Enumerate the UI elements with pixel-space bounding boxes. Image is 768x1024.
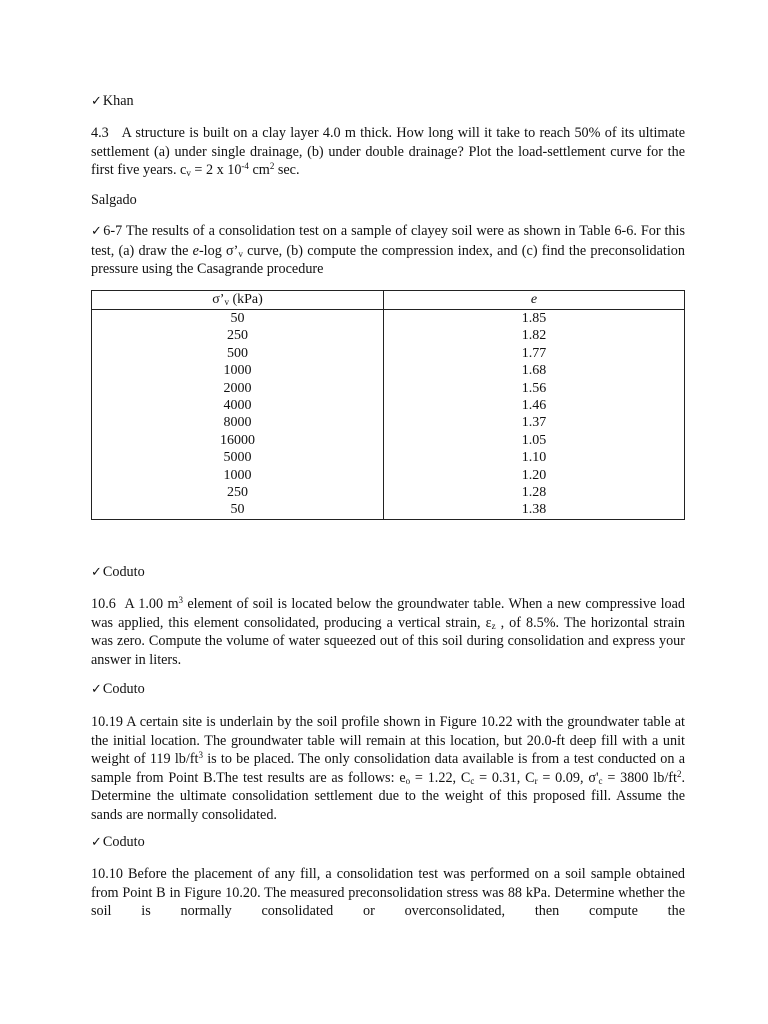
table-row — [92, 467, 685, 484]
column-header-stress: $\sigma’_v$ (kPa) — [92, 291, 384, 310]
table-cell-void-ratio: 1.05 — [384, 432, 685, 449]
table-cell-stress: 2000 — [92, 380, 384, 397]
table-row — [92, 310, 685, 328]
checkmark-icon: ✓ — [91, 565, 102, 580]
table-row — [92, 501, 685, 519]
checkmark-icon: ✓ — [91, 682, 102, 697]
problem-10-6: 10.6 A 1.00 $m^3$ element of soil is located below the groundwater table. When a new compressive load was applied, this element consolidated, producing a vertical strain, $\varepsilon_z$ , of 8.5%. The horizontal strain was zero. Compute the volume of water squeezed out of this soil during consolidation and express your answer in liters. — [91, 595, 686, 668]
source-header-salgado: Salgado — [91, 192, 137, 208]
table-header-row — [92, 291, 685, 310]
table-row — [92, 414, 685, 431]
source-header-coduto: ✓Coduto — [91, 564, 145, 580]
table-row — [92, 362, 685, 379]
table-cell-stress: 8000 — [92, 414, 384, 431]
table-cell-void-ratio: 1.77 — [384, 345, 685, 362]
table-cell-stress: 4000 — [92, 397, 384, 414]
table-cell-stress: 1000 — [92, 467, 384, 484]
table-cell-stress: 500 — [92, 345, 384, 362]
table-cell-void-ratio: 1.28 — [384, 484, 685, 501]
table-row — [92, 345, 685, 362]
table-row — [92, 380, 685, 397]
table-cell-stress: 50 — [92, 501, 384, 519]
table-cell-void-ratio: 1.38 — [384, 501, 685, 519]
table-cell-void-ratio: 1.56 — [384, 380, 685, 397]
table-cell-void-ratio: 1.82 — [384, 327, 685, 344]
table-cell-stress: 250 — [92, 327, 384, 344]
table-cell-void-ratio: 1.20 — [384, 467, 685, 484]
source-header-khan: ✓Khan — [91, 93, 134, 109]
table-cell-stress: 1000 — [92, 362, 384, 379]
problem-number: 6-7 — [103, 223, 123, 239]
table-cell-void-ratio: 1.10 — [384, 449, 685, 466]
table-cell-void-ratio: 1.68 — [384, 362, 685, 379]
table-cell-stress: 250 — [92, 484, 384, 501]
source-header-coduto: ✓Coduto — [91, 681, 145, 697]
problem-10-19: 10.19 A certain site is underlain by the soil profile shown in Figure 10.22 with the groundwater table at the initial location. The groundwater table will remain at this location, but 20.0-ft deep fill with a unit weight of 119 $lb/ft^3$ is to be placed. The only consolidation data available is from a test conducted on a sample from Point B.The test results are as follows: $e_o = 1.22$, $C_c = 0.31$, $C_r = 0.09$, $\sigma'_c = 3800$ $lb/ft^2$. Determine the ultimate consolidation settlement due to the weight of this proposed fill. Assume the sands are normally consolidated. — [91, 714, 685, 823]
table-cell-stress: 5000 — [92, 449, 384, 466]
table-row — [92, 327, 685, 344]
table-row — [92, 432, 685, 449]
problem-number: 10.6 — [91, 596, 116, 612]
table-cell-void-ratio: 1.85 — [384, 310, 685, 328]
problem-6-7: ✓6-7 The results of a consolidation test on a sample of clayey soil were as shown in Table 6-6. For this test, (a) draw the e-log $\sigma’_v$ curve, (b) compute the compression index, and (c) find the preconsolidation pressure using the Casagrande procedure — [91, 223, 685, 278]
problem-4-3: 4.3 A structure is built on a clay layer 4.0 m thick. How long will it take to reach 50% of its ultimate settlement (a) under single drainage, (b) under double drainage? Plot the load-settlement curve for the first five years. $c_v = 2$ x $10^{-4}$ $cm^2$ sec. — [91, 125, 685, 179]
table-cell-stress: 16000 — [92, 432, 384, 449]
checkmark-icon: ✓ — [91, 835, 102, 850]
checkmark-icon: ✓ — [91, 94, 102, 109]
consolidation-data-table — [91, 290, 685, 520]
checkmark-icon: ✓ — [91, 224, 103, 239]
column-header-void-ratio: e — [384, 291, 685, 310]
table-cell-void-ratio: 1.37 — [384, 414, 685, 431]
problem-number: 10.19 — [91, 714, 123, 730]
table-cell-void-ratio: 1.46 — [384, 397, 685, 414]
table-row — [92, 449, 685, 466]
problem-10-10: 10.10 Before the placement of any fill, a consolidation test was performed on a soil sample obtained from Point B in Figure 10.20. The measured preconsolidation stress was 88 kPa. Determine whether the soil is normally consolidated or overconsolidated, then compute the — [91, 866, 686, 920]
table-row — [92, 397, 685, 414]
problem-number: 4.3 — [91, 125, 109, 141]
table-row — [92, 484, 685, 501]
problem-number: 10.10 — [91, 866, 123, 882]
source-header-coduto: ✓Coduto — [91, 834, 145, 850]
table-cell-stress: 50 — [92, 310, 384, 328]
